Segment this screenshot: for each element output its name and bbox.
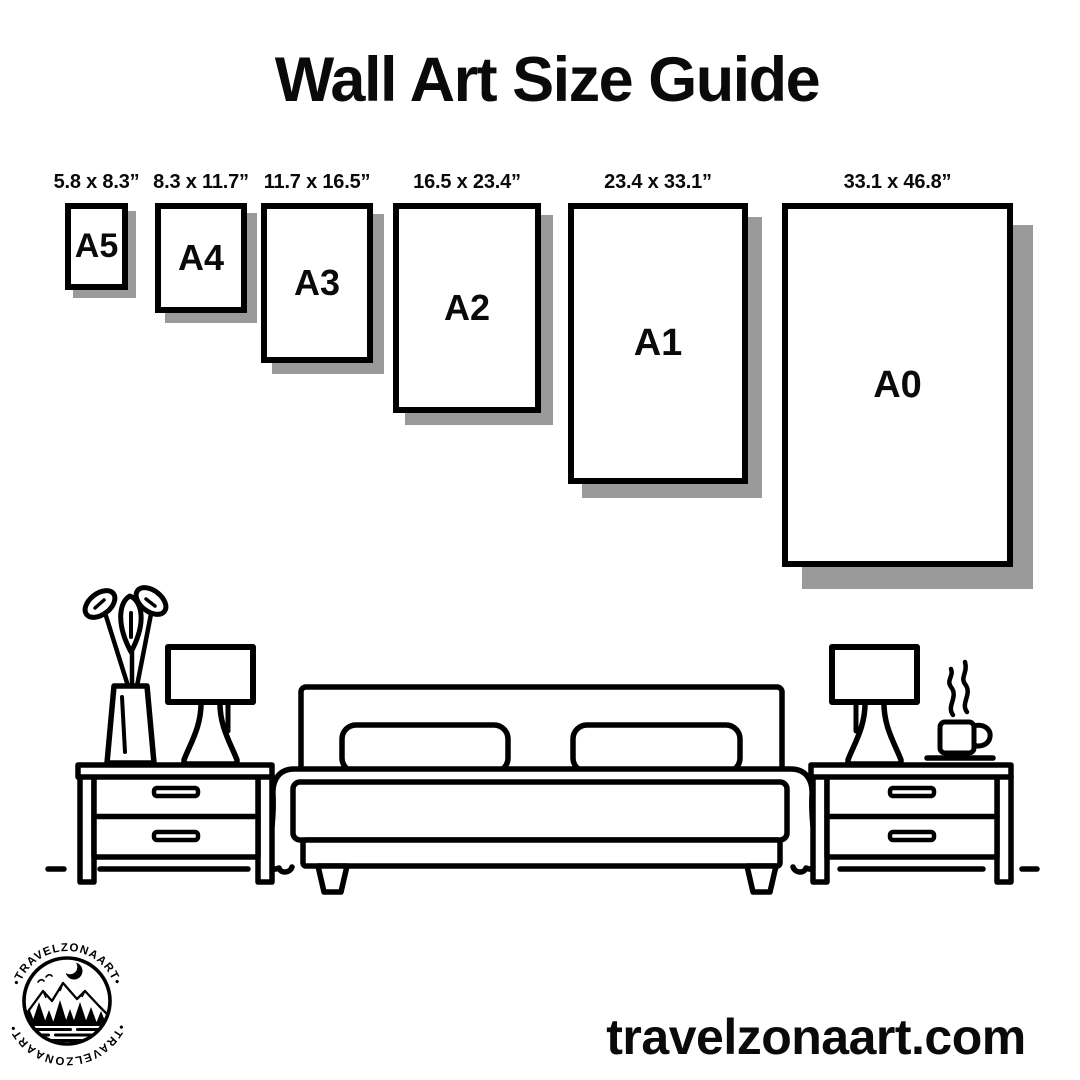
size-code-label: A3 bbox=[293, 262, 341, 303]
brand-logo-badge bbox=[2, 936, 132, 1066]
size-code-label: A4 bbox=[177, 237, 225, 278]
website-text: travelzonaart.com bbox=[606, 1009, 1026, 1065]
nightstand-right-icon bbox=[811, 765, 1011, 882]
table-lamp-right-icon bbox=[832, 647, 917, 764]
table-lamp-left-icon bbox=[168, 647, 253, 764]
size-dimensions-label: 23.4 x 33.1” bbox=[604, 171, 712, 193]
size-dimensions-label: 33.1 x 46.8” bbox=[843, 171, 952, 193]
size-dimensions-label: 5.8 x 8.3” bbox=[53, 171, 140, 193]
vase-plant-icon bbox=[80, 582, 171, 763]
bed-icon bbox=[266, 687, 819, 892]
size-dimensions-label: 11.7 x 16.5” bbox=[263, 171, 371, 193]
size-code-label: A5 bbox=[74, 227, 119, 265]
size-dimensions-label: 16.5 x 23.4” bbox=[413, 171, 521, 193]
size-code-label: A1 bbox=[633, 322, 683, 364]
coffee-cup-icon bbox=[927, 662, 993, 758]
size-code-label: A0 bbox=[873, 363, 922, 406]
nightstand-left-icon bbox=[78, 765, 272, 882]
size-dimensions-label: 8.3 x 11.7” bbox=[153, 171, 249, 193]
size-code-label: A2 bbox=[443, 287, 491, 328]
page-title: Wall Art Size Guide bbox=[274, 45, 820, 115]
logo-brand-text-bottom: •TRAVELZONAART• bbox=[7, 1022, 127, 1066]
logo-brand-text-top: •TRAVELZONAART• bbox=[10, 941, 124, 987]
